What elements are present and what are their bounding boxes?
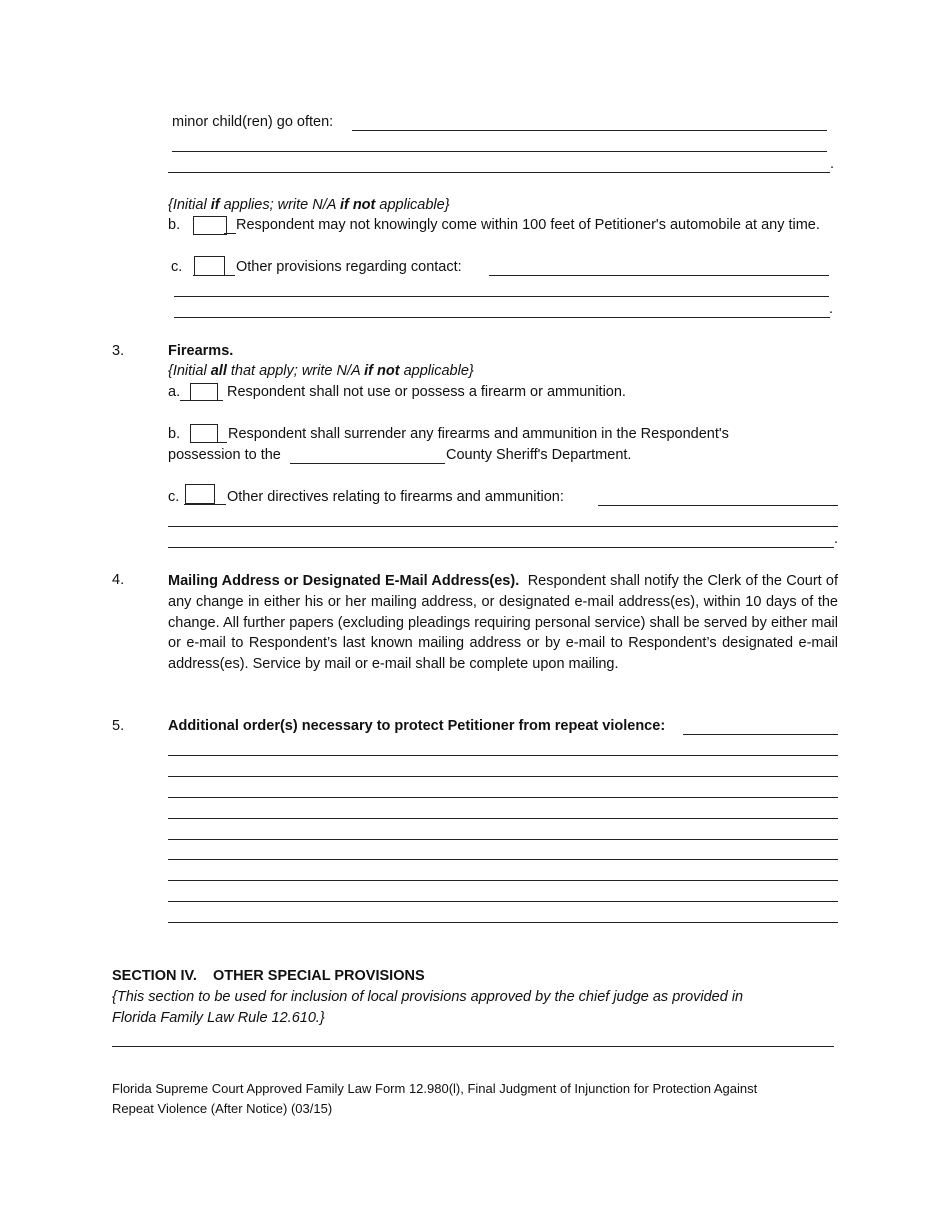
county-name-input-line[interactable] (290, 463, 445, 464)
section-iv-heading: SECTION IV. OTHER SPECIAL PROVISIONS (112, 968, 425, 984)
minor-children-input-line-2[interactable] (172, 151, 827, 152)
minor-children-input-line-1[interactable] (352, 130, 827, 131)
item3-c-text: Other directives relating to firearms and ammunition: (227, 489, 564, 505)
initial-box-2c[interactable] (194, 256, 225, 276)
additional-orders-line-3[interactable] (168, 776, 838, 777)
item4-title: Mailing Address or Designated E-Mail Address(es). (168, 573, 520, 589)
additional-orders-line-5[interactable] (168, 818, 838, 819)
item2-c-letter: c. (171, 259, 183, 275)
initial-box-3c[interactable] (185, 484, 215, 504)
item3-c-letter: c. (168, 489, 180, 505)
initial-instruction: {Initial if applies; write N/A if not applicable} (168, 197, 450, 213)
firearms-directives-line-2[interactable] (168, 526, 838, 527)
additional-orders-line-9[interactable] (168, 901, 838, 902)
initial-underline-3a (180, 400, 223, 401)
item3-b-letter: b. (168, 426, 181, 442)
item2-c-text: Other provisions regarding contact: (236, 259, 462, 275)
initial-underline-3c (184, 504, 226, 505)
special-provisions-line[interactable] (112, 1046, 834, 1047)
item3-a-letter: a. (168, 384, 181, 400)
period: . (829, 301, 834, 317)
firearms-directives-line-1[interactable] (598, 505, 838, 506)
item3-a-text: Respondent shall not use or possess a firearm or ammunition. (227, 384, 626, 400)
additional-orders-line-1[interactable] (683, 734, 838, 735)
initial-box-3b[interactable] (190, 424, 218, 443)
initial-box-3a[interactable] (190, 383, 218, 401)
contact-provisions-line-1[interactable] (489, 275, 829, 276)
initial-box-2b[interactable] (193, 216, 227, 235)
contact-provisions-line-2[interactable] (174, 296, 829, 297)
additional-orders-line-10[interactable] (168, 922, 838, 923)
initial-underline-2c (193, 275, 235, 276)
item3-b-text-2-post: County Sheriff's Department. (446, 447, 632, 463)
footer-line-2: Repeat Violence (After Notice) (03/15) (112, 1101, 333, 1116)
item2-b-letter: b. (168, 217, 181, 233)
item3-b-text: Respondent shall surrender any firearms and ammunition in the Respondent's (228, 426, 729, 442)
item4-body: Respondent shall notify the Clerk of the Court of any change in either his or her mailing address, or designated e-mail address(es), within 10 days of the change. All further papers (excluding pleadings requiring personal service) shall be served by either mail or e-mail to Respondent’s last known mailing address or by e-mail to Respondent’s designated e-mail address(es). Service by mail or e-mail shall be complete upon mailing. (168, 573, 839, 673)
minor-children-label: minor child(ren) go often: (172, 114, 334, 130)
section-iv-instruction-line-1: {This section to be used for inclusion of local provisions approved by the chief judge as provided in (112, 989, 744, 1005)
section-iv-instruction-line-2: Florida Family Law Rule 12.610.} (112, 1010, 325, 1026)
additional-orders-line-6[interactable] (168, 839, 838, 840)
additional-orders-line-4[interactable] (168, 797, 838, 798)
initial-underline-3b (190, 442, 227, 443)
contact-provisions-line-3[interactable] (174, 317, 830, 318)
initial-instruction: {Initial all that apply; write N/A if not applicable} (168, 363, 474, 379)
initial-underline-2b (224, 233, 236, 234)
additional-orders-line-2[interactable] (168, 755, 838, 756)
item3-title: Firearms. (168, 343, 234, 359)
minor-children-input-line-3[interactable] (168, 172, 830, 173)
item5-number: 5. (112, 718, 125, 734)
item3-b-text-2-pre: possession to the (168, 447, 281, 463)
additional-orders-line-8[interactable] (168, 880, 838, 881)
item3-number: 3. (112, 343, 125, 359)
period: . (830, 156, 835, 172)
footer-line-1: Florida Supreme Court Approved Family Law Form 12.980(l), Final Judgment of Injunction for Protection Against (112, 1081, 758, 1096)
additional-orders-line-7[interactable] (168, 859, 838, 860)
item4-number: 4. (112, 572, 125, 588)
item5-title: Additional order(s) necessary to protect Petitioner from repeat violence: (168, 718, 666, 734)
item2-b-text: Respondent may not knowingly come within 100 feet of Petitioner's automobile at any time. (236, 217, 820, 233)
item4-paragraph (168, 571, 838, 675)
period: . (834, 531, 839, 547)
firearms-directives-line-3[interactable] (168, 547, 834, 548)
